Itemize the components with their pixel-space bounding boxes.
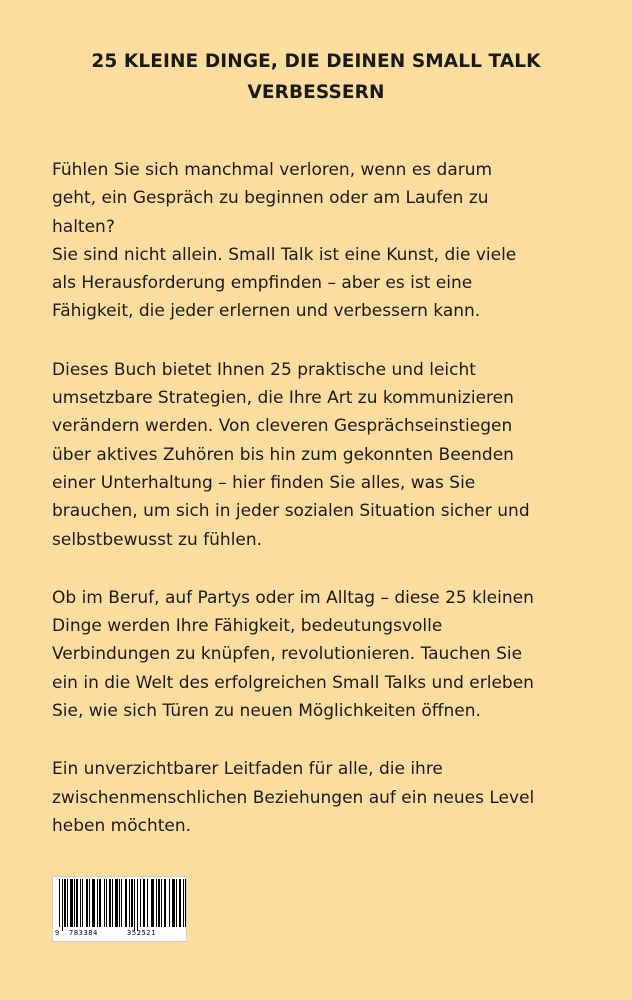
isbn-barcode xyxy=(52,876,187,942)
blurb-line: umsetzbare Strategien, die Ihre Art zu kommunizieren xyxy=(52,388,514,409)
barcode-bar-30 xyxy=(156,879,157,927)
barcode-bar-5 xyxy=(74,879,75,927)
barcode-bar-32 xyxy=(161,879,162,927)
blurb-line: zwischenmenschlichen Beziehungen auf ein neues Level xyxy=(52,787,535,808)
blurb-line: Sie sind nicht allein. Small Talk ist eine Kunst, die viele xyxy=(52,244,517,265)
blurb-line: Ein unverzichtbarer Leitfaden für alle, die ihre xyxy=(52,759,443,780)
barcode-bar-16 xyxy=(109,879,111,927)
barcode-bar-19 xyxy=(119,879,120,927)
barcode-bar-26 xyxy=(140,879,141,927)
blurb-line: heben möchten. xyxy=(52,815,192,836)
barcode-bar-10 xyxy=(89,879,90,927)
barcode-bar-20 xyxy=(121,879,122,927)
barcode-bar-1 xyxy=(62,879,63,931)
blurb-line: ein in die Welt des erfolgreichen Small Talks und erleben xyxy=(52,672,534,693)
barcode-bar-29 xyxy=(151,879,154,927)
blurb-line: einer Unterhaltung – hier finden Sie alles, was Sie xyxy=(52,472,476,493)
barcode-bar-27 xyxy=(143,879,145,927)
barcode-bar-8 xyxy=(82,879,83,927)
blurb-line: Dinge werden Ihre Fähigkeit, bedeutungsvolle xyxy=(52,616,443,637)
blurb-text xyxy=(52,156,578,870)
barcode-digits-right: 352521 xyxy=(127,929,156,937)
barcode-bar-2 xyxy=(64,879,66,927)
title-line-1: 25 KLEINE DINGE, DIE DEINEN SMALL TALK xyxy=(91,51,541,72)
blurb-paragraph-1 xyxy=(52,156,578,326)
barcode-bar-36 xyxy=(176,879,177,927)
barcode-bar-22 xyxy=(129,879,130,927)
blurb-paragraph-3 xyxy=(52,584,578,725)
blurb-line: brauchen, um sich in jeder sozialen Situation sicher und xyxy=(52,501,530,522)
barcode-bar-11 xyxy=(92,879,95,927)
barcode-bar-9 xyxy=(86,879,88,927)
barcode-bar-3 xyxy=(67,879,68,927)
barcode-bar-12 xyxy=(97,879,98,927)
blurb-line: halten? xyxy=(52,216,115,237)
barcode-bar-38 xyxy=(183,879,184,927)
barcode-bar-34 xyxy=(169,879,170,927)
barcode-bar-31 xyxy=(158,879,160,927)
blurb-line: verändern werden. Von cleveren Gesprächseinstiegen xyxy=(52,416,513,437)
barcode-bar-18 xyxy=(115,879,118,927)
barcode-bar-17 xyxy=(112,879,113,927)
barcode-bar-13 xyxy=(99,879,101,927)
barcode-bar-14 xyxy=(104,879,105,927)
blurb-line: Ob im Beruf, auf Partys oder im Alltag – diese 25 kleinen xyxy=(52,587,534,608)
barcode-bar-25 xyxy=(137,879,138,931)
barcode-bar-28 xyxy=(147,879,148,927)
blurb-line: Verbindungen zu knüpfen, revolutionieren. Tauchen Sie xyxy=(52,644,523,665)
blurb-line: Sie, wie sich Türen zu neuen Möglichkeiten öffnen. xyxy=(52,701,481,722)
barcode-digit-prefix: 9 xyxy=(55,929,60,937)
barcode-bar-0 xyxy=(59,879,60,927)
blurb-line: über aktives Zuhören bis hin zum gekonnten Beenden xyxy=(52,444,514,465)
barcode-bar-37 xyxy=(179,879,181,927)
title-line-2: VERBESSERN xyxy=(247,82,385,103)
barcode-bar-7 xyxy=(80,879,81,927)
book-title xyxy=(40,46,592,108)
barcode-bar-24 xyxy=(134,879,135,931)
blurb-line: Dieses Buch bietet Ihnen 25 praktische und leicht xyxy=(52,359,476,380)
barcode-bar-21 xyxy=(125,879,127,927)
blurb-line: Fühlen Sie sich manchmal verloren, wenn es darum xyxy=(52,160,493,180)
barcode-bar-23 xyxy=(131,879,133,927)
barcode-bar-4 xyxy=(70,879,73,927)
blurb-line: geht, ein Gespräch zu beginnen oder am Laufen zu xyxy=(52,188,489,209)
blurb-paragraph-2 xyxy=(52,356,578,554)
barcode-bar-15 xyxy=(106,879,107,927)
barcode-bar-6 xyxy=(76,879,78,927)
barcode-digits-left: 783384 xyxy=(69,929,98,937)
blurb-paragraph-4 xyxy=(52,755,578,840)
barcode-bar-35 xyxy=(172,879,175,927)
blurb-line: als Herausforderung empfinden – aber es ist eine xyxy=(52,273,473,294)
barcode-bar-33 xyxy=(164,879,166,927)
blurb-line: selbstbewusst zu fühlen. xyxy=(52,529,263,550)
blurb-line: Fähigkeit, die jeder erlernen und verbessern kann. xyxy=(52,301,481,322)
barcode-bar-39 xyxy=(185,879,186,927)
